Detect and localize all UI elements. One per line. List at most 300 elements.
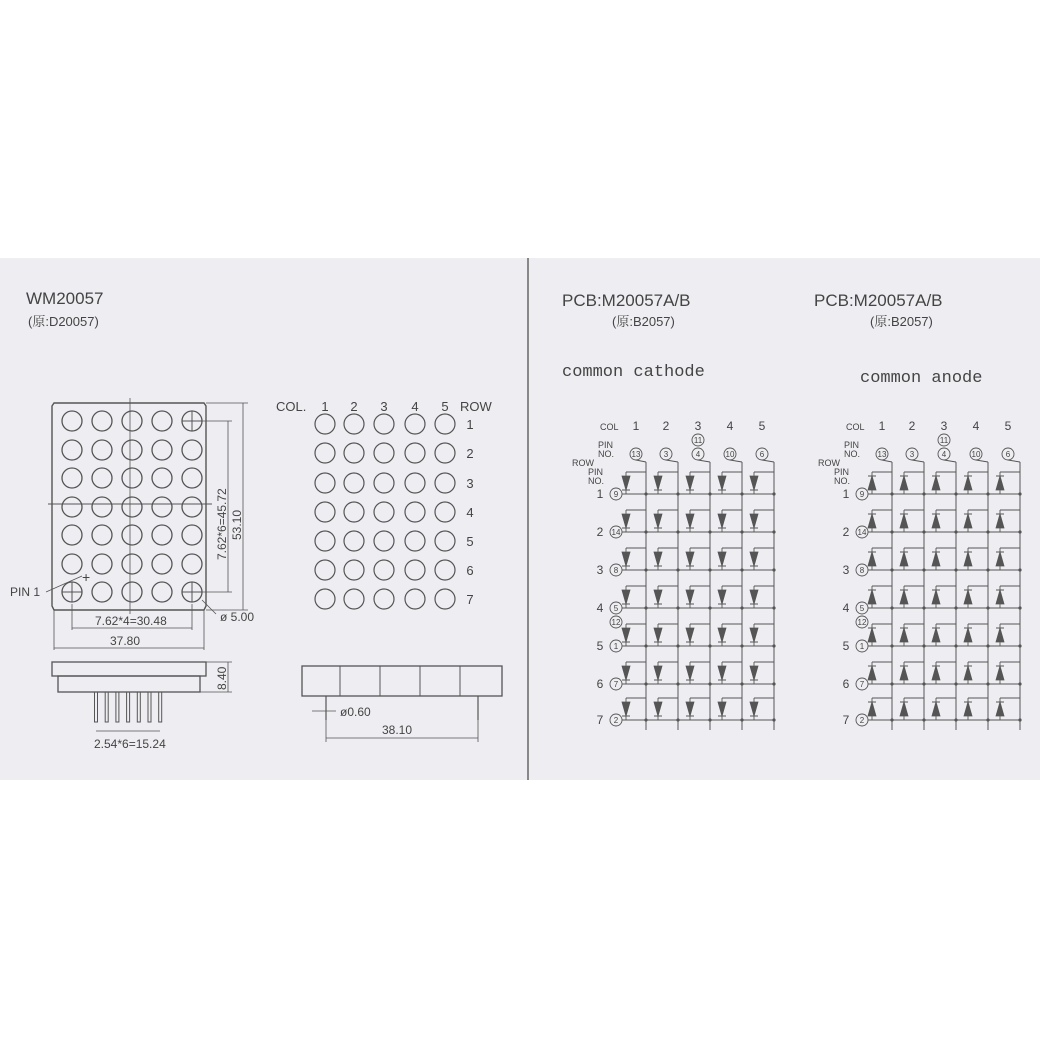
front-dot: [182, 525, 202, 545]
led-diode: [750, 590, 758, 604]
junction-dot: [740, 606, 743, 609]
led-diode: [996, 552, 1004, 566]
row-number: 4: [842, 601, 850, 615]
row-number: 1: [596, 487, 604, 501]
junction-dot: [644, 718, 647, 721]
front-dot: [152, 554, 172, 574]
led-diode: [622, 514, 630, 528]
front-dot: [62, 497, 82, 517]
front-dot: [122, 525, 142, 545]
col-pin-number: 3: [663, 450, 669, 459]
junction-dot: [954, 644, 957, 647]
side-pin: [105, 692, 108, 722]
matrix-dot: [435, 560, 455, 580]
schematic-cathode: [562, 291, 776, 730]
led-diode: [932, 590, 940, 604]
junction-dot: [772, 718, 775, 721]
led-diode: [718, 666, 726, 680]
led-diode: [750, 702, 758, 716]
led-diode: [654, 476, 662, 490]
junction-dot: [954, 568, 957, 571]
matrix-dot: [315, 531, 335, 551]
col-pin-extra-number: 11: [693, 436, 703, 445]
front-dot: [92, 525, 112, 545]
column-lead: [666, 460, 678, 462]
matrix-row-label: 5: [466, 534, 474, 549]
front-dot: [62, 525, 82, 545]
matrix-dot: [405, 443, 425, 463]
col-pitch-label: 7.62*4=30.48: [95, 614, 167, 628]
junction-dot: [986, 718, 989, 721]
junction-dot: [986, 568, 989, 571]
pin-label: PIN: [844, 440, 860, 450]
matrix-dot: [315, 560, 335, 580]
front-dot: [182, 440, 202, 460]
led-diode: [932, 552, 940, 566]
pcb-title-cathode: PCB:M20057A/B: [562, 291, 691, 310]
matrix-dot: [315, 502, 335, 522]
matrix-row-header: ROW: [460, 399, 492, 414]
led-diode: [868, 514, 876, 528]
pcb-title-anode: PCB:M20057A/B: [814, 291, 943, 310]
matrix-dot: [435, 502, 455, 522]
junction-dot: [708, 644, 711, 647]
front-dot: [152, 440, 172, 460]
bottom-body: [302, 666, 502, 696]
led-diode: [750, 666, 758, 680]
junction-dot: [890, 606, 893, 609]
junction-dot: [890, 644, 893, 647]
led-diode: [932, 628, 940, 642]
matrix-row-label: 2: [466, 446, 474, 461]
matrix-dot: [344, 414, 364, 434]
column-lead: [730, 460, 742, 462]
junction-dot: [890, 718, 893, 721]
led-diode: [622, 666, 630, 680]
matrix-row-label: 3: [466, 476, 474, 491]
led-diode: [622, 476, 630, 490]
junction-dot: [772, 644, 775, 647]
row-number: 2: [596, 525, 604, 539]
row-label: ROW: [818, 458, 840, 468]
side-pin: [148, 692, 151, 722]
led-diode: [686, 514, 694, 528]
matrix-dot: [405, 414, 425, 434]
row-number: 6: [596, 677, 604, 691]
matrix-dot: [344, 473, 364, 493]
led-diode: [750, 628, 758, 642]
junction-dot: [986, 606, 989, 609]
led-diode: [654, 552, 662, 566]
row-pin-number: 8: [613, 566, 619, 575]
junction-dot: [740, 718, 743, 721]
front-dot: [92, 554, 112, 574]
front-dot: [152, 525, 172, 545]
led-diode: [868, 590, 876, 604]
led-diode: [718, 628, 726, 642]
col-pin-number: 13: [631, 450, 641, 459]
front-dot: [122, 411, 142, 431]
side-pins: [95, 692, 162, 722]
matrix-col-label: 2: [350, 399, 358, 414]
schematic-anode: [814, 291, 1022, 730]
matrix-dot: [315, 589, 335, 609]
led-diode: [900, 552, 908, 566]
led-diode: [686, 628, 694, 642]
led-diode: [996, 666, 1004, 680]
led-diode: [750, 514, 758, 528]
matrix-dot: [435, 589, 455, 609]
junction-dot: [676, 568, 679, 571]
front-dot: [62, 440, 82, 460]
row-pin-number: 9: [859, 490, 865, 499]
led-diode: [900, 628, 908, 642]
col-pin-number: 10: [725, 450, 735, 459]
matrix-dot: [405, 560, 425, 580]
front-dot: [62, 554, 82, 574]
led-diode: [900, 514, 908, 528]
junction-dot: [676, 682, 679, 685]
row-no-label: NO.: [588, 476, 605, 486]
column-lead: [976, 460, 988, 462]
junction-dot: [922, 492, 925, 495]
width-label: 37.80: [110, 634, 141, 648]
row-pin-number: 5: [613, 604, 619, 613]
front-dot: [122, 582, 142, 602]
junction-dot: [676, 718, 679, 721]
junction-dot: [708, 682, 711, 685]
led-diode: [750, 476, 758, 490]
junction-dot: [676, 644, 679, 647]
column-lead: [1008, 460, 1020, 462]
side-pin: [159, 692, 162, 722]
col-label: COL: [846, 422, 865, 432]
col-pin-number: 4: [695, 450, 701, 459]
matrix-col-label: 3: [380, 399, 388, 414]
height-label: 53.10: [230, 509, 244, 540]
led-diode: [654, 628, 662, 642]
junction-dot: [922, 644, 925, 647]
junction-dot: [676, 492, 679, 495]
front-dot: [152, 582, 172, 602]
front-dot: [152, 497, 172, 517]
row-pin-label: PIN: [834, 467, 850, 477]
side-body-top: [52, 662, 206, 676]
matrix-dot: [374, 473, 394, 493]
led-diode: [996, 514, 1004, 528]
col-pin-extra-number: 11: [939, 436, 949, 445]
junction-dot: [986, 492, 989, 495]
led-diode: [964, 666, 972, 680]
row-number: 1: [842, 487, 850, 501]
column-number: 5: [758, 419, 766, 433]
front-dot: [182, 497, 202, 517]
led-diode: [622, 702, 630, 716]
row-pin-label: PIN: [588, 467, 604, 477]
col-pin-number: 10: [971, 450, 981, 459]
led-diode: [964, 476, 972, 490]
led-diode: [964, 552, 972, 566]
junction-dot: [954, 718, 957, 721]
side-pin: [137, 692, 140, 722]
junction-dot: [1018, 606, 1021, 609]
junction-dot: [890, 682, 893, 685]
matrix-column-labels: [321, 399, 448, 414]
led-diode: [686, 476, 694, 490]
led-diode: [996, 628, 1004, 642]
junction-dot: [1018, 644, 1021, 647]
row-number: 5: [842, 639, 850, 653]
row-number: 7: [842, 713, 850, 727]
front-dot: [62, 411, 82, 431]
led-diode: [868, 476, 876, 490]
column-lead: [762, 460, 774, 462]
column-number: 3: [940, 419, 948, 433]
circuit-anode: [818, 419, 1022, 730]
matrix-dot: [435, 443, 455, 463]
row-pin-number: 14: [611, 528, 621, 537]
junction-dot: [740, 682, 743, 685]
row-pin-number: 7: [613, 680, 619, 689]
junction-dot: [772, 568, 775, 571]
junction-dot: [772, 530, 775, 533]
matrix-view: [276, 399, 493, 609]
matrix-dot: [315, 443, 335, 463]
matrix-dot: [344, 560, 364, 580]
row-pin-number: 5: [859, 604, 865, 613]
pin1-label: PIN 1: [10, 585, 41, 599]
column-number: 4: [726, 419, 734, 433]
column-lead: [944, 460, 956, 462]
led-diode: [718, 590, 726, 604]
matrix-dot: [374, 502, 394, 522]
column-lead: [698, 460, 710, 462]
led-diode: [964, 514, 972, 528]
row-pin-extra-number: 12: [611, 618, 621, 627]
led-diode: [654, 514, 662, 528]
led-diode: [750, 552, 758, 566]
matrix-dot: [315, 473, 335, 493]
col-pin-number: 6: [1005, 450, 1011, 459]
led-diode: [686, 666, 694, 680]
column-number: 3: [694, 419, 702, 433]
no-label: NO.: [844, 449, 861, 459]
front-dot: [122, 468, 142, 488]
col-pin-number: 4: [941, 450, 947, 459]
front-view: [10, 398, 254, 650]
led-diode: [686, 702, 694, 716]
row-pin-number: 2: [859, 716, 865, 725]
matrix-dot: [435, 531, 455, 551]
matrix-col-label: 4: [411, 399, 419, 414]
row-pin-number: 1: [859, 642, 865, 651]
led-diode: [622, 628, 630, 642]
matrix-dot: [344, 589, 364, 609]
matrix-dot: [374, 443, 394, 463]
side-pin: [95, 692, 98, 722]
junction-dot: [922, 606, 925, 609]
pin-label: PIN: [598, 440, 614, 450]
pin1-plus: +: [82, 569, 91, 585]
junction-dot: [644, 568, 647, 571]
model-title: WM20057: [26, 289, 104, 308]
matrix-dot: [374, 560, 394, 580]
junction-dot: [708, 530, 711, 533]
row-no-label: NO.: [834, 476, 851, 486]
led-diode: [868, 628, 876, 642]
matrix-row-label: 1: [466, 417, 474, 432]
led-diode: [932, 702, 940, 716]
matrix-dot: [374, 531, 394, 551]
led-diode: [868, 552, 876, 566]
junction-dot: [890, 530, 893, 533]
pin-pitch-label: 2.54*6=15.24: [94, 737, 166, 751]
front-dot: [62, 468, 82, 488]
front-dot: [92, 497, 112, 517]
original-model: (原:D20057): [28, 314, 99, 329]
row-number: 3: [596, 563, 604, 577]
led-diode: [718, 514, 726, 528]
junction-dot: [708, 718, 711, 721]
type-label-cathode: common cathode: [562, 363, 705, 382]
led-diode: [900, 590, 908, 604]
front-dot: [152, 411, 172, 431]
front-dot: [152, 468, 172, 488]
circuit-cathode: [572, 419, 776, 730]
junction-dot: [644, 644, 647, 647]
led-diode: [996, 702, 1004, 716]
junction-dot: [644, 530, 647, 533]
junction-dot: [740, 644, 743, 647]
junction-dot: [954, 606, 957, 609]
junction-dot: [890, 568, 893, 571]
column-number: 5: [1004, 419, 1012, 433]
column-number: 1: [632, 419, 640, 433]
led-diode: [654, 666, 662, 680]
junction-dot: [986, 682, 989, 685]
dot-diameter-label: ø 5.00: [220, 610, 255, 624]
side-pin: [116, 692, 119, 722]
front-dot: [182, 554, 202, 574]
junction-dot: [1018, 682, 1021, 685]
led-diode: [900, 702, 908, 716]
column-lead: [882, 460, 892, 462]
front-dot: [92, 582, 112, 602]
col-pin-number: 13: [877, 450, 887, 459]
junction-dot: [954, 530, 957, 533]
depth-label: 8.40: [215, 666, 229, 690]
side-pin: [127, 692, 130, 722]
matrix-dot: [374, 414, 394, 434]
led-diode: [622, 552, 630, 566]
led-diode: [964, 628, 972, 642]
datasheet-drawing: [0, 258, 1040, 780]
column-number: 4: [972, 419, 980, 433]
junction-dot: [772, 492, 775, 495]
row-pin-number: 2: [613, 716, 619, 725]
led-diode: [868, 666, 876, 680]
led-diode: [654, 702, 662, 716]
row-pin-number: 7: [859, 680, 865, 689]
junction-dot: [740, 492, 743, 495]
front-dot: [92, 468, 112, 488]
led-diode: [964, 590, 972, 604]
row-pin-number: 1: [613, 642, 619, 651]
junction-dot: [922, 718, 925, 721]
junction-dot: [644, 492, 647, 495]
row-number: 2: [842, 525, 850, 539]
row-label: ROW: [572, 458, 594, 468]
front-dot: [182, 468, 202, 488]
row-number: 7: [596, 713, 604, 727]
junction-dot: [708, 492, 711, 495]
matrix-col-label: 1: [321, 399, 329, 414]
junction-dot: [1018, 492, 1021, 495]
led-diode: [996, 590, 1004, 604]
led-diode: [900, 666, 908, 680]
led-diode: [868, 702, 876, 716]
matrix-row-labels: [466, 417, 473, 607]
column-number: 1: [878, 419, 886, 433]
led-diode: [622, 590, 630, 604]
matrix-row-label: 7: [466, 592, 474, 607]
matrix-dot: [344, 502, 364, 522]
junction-dot: [922, 682, 925, 685]
col-pin-number: 6: [759, 450, 765, 459]
matrix-dot: [435, 473, 455, 493]
junction-dot: [1018, 568, 1021, 571]
led-diode: [932, 476, 940, 490]
pcb-original-cathode: (原:B2057): [612, 314, 675, 329]
side-body-bottom: [58, 676, 200, 692]
led-diode: [932, 666, 940, 680]
front-dot: [122, 440, 142, 460]
led-diode: [686, 552, 694, 566]
junction-dot: [986, 530, 989, 533]
col-label: COL: [600, 422, 619, 432]
row-pitch-label: 7.62*6=45.72: [215, 488, 229, 560]
junction-dot: [986, 644, 989, 647]
led-diode: [718, 476, 726, 490]
junction-dot: [954, 682, 957, 685]
front-dot: [92, 440, 112, 460]
column-lead: [636, 460, 646, 462]
bottom-length-label: 38.10: [382, 723, 413, 737]
junction-dot: [740, 568, 743, 571]
matrix-row-label: 6: [466, 563, 474, 578]
matrix-dot: [344, 443, 364, 463]
led-diode: [900, 476, 908, 490]
matrix-col-label: 5: [441, 399, 449, 414]
matrix-dot: [405, 531, 425, 551]
matrix-dot: [315, 414, 335, 434]
matrix-dot: [435, 414, 455, 434]
led-diode: [718, 552, 726, 566]
matrix-dot: [405, 502, 425, 522]
row-pin-extra-number: 12: [857, 618, 867, 627]
type-label-anode: common anode: [860, 369, 983, 388]
row-number: 3: [842, 563, 850, 577]
matrix-row-label: 4: [466, 505, 474, 520]
junction-dot: [1018, 718, 1021, 721]
bottom-view: [302, 666, 502, 742]
matrix-col-header: COL.: [276, 399, 307, 414]
junction-dot: [708, 568, 711, 571]
led-diode: [932, 514, 940, 528]
matrix-dot: [344, 531, 364, 551]
row-pin-number: 14: [857, 528, 867, 537]
junction-dot: [890, 492, 893, 495]
